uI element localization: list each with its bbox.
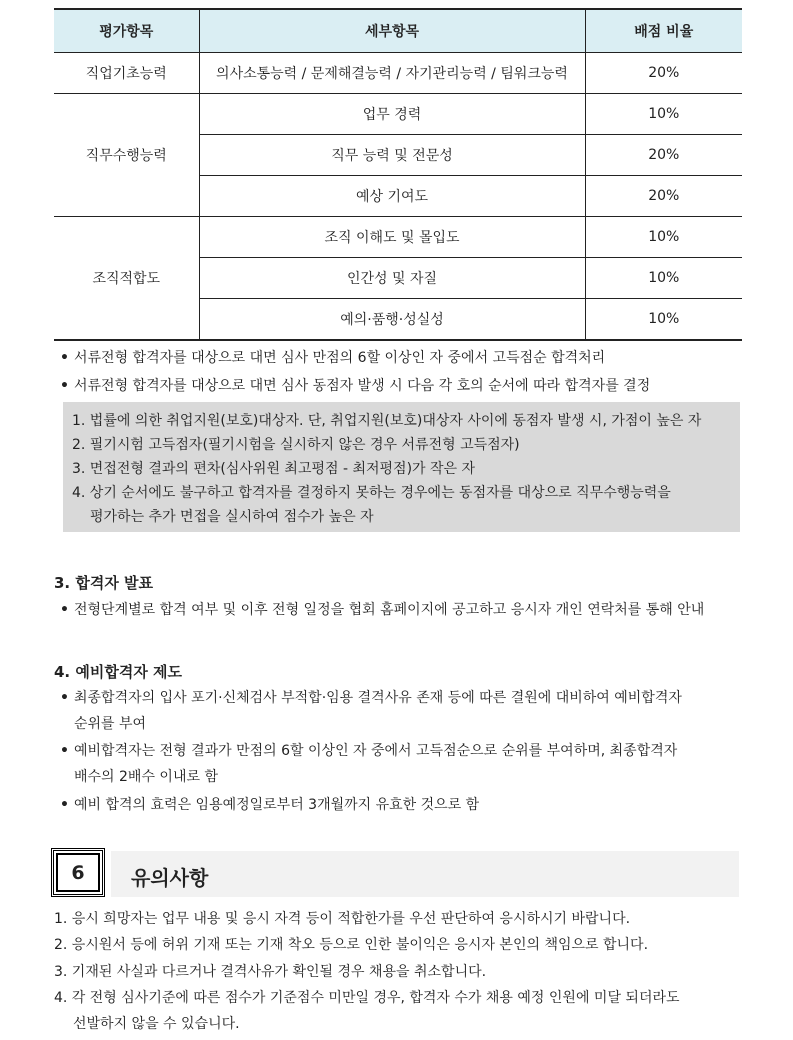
ratio-cell: 10% xyxy=(585,217,742,258)
notice-item: 3. 기재된 사실과 다르거나 결격사유가 확인될 경우 채용을 취소합니다. xyxy=(54,964,487,980)
item-cell: 업무 경력 xyxy=(199,94,585,135)
notice-item: 1. 응시 희망자는 업무 내용 및 응시 자격 등이 적합한가를 우선 판단하여 응시하시기 바랍니다. xyxy=(54,911,631,927)
evaluation-table xyxy=(54,8,742,341)
header-category: 평가항목 xyxy=(54,9,199,53)
tie-rule: 2. 필기시험 고득점자(필기시험을 실시하지 않은 경우 서류전형 고득점자) xyxy=(72,437,520,453)
bullet-continuation: 순위를 부여 xyxy=(74,716,147,732)
bullet-item: • 전형단계별로 합격 여부 및 이후 전형 일정을 협회 홈페이지에 공고하고 응시자 개인 연락처를 통해 안내 xyxy=(60,602,705,618)
ratio-cell: 20% xyxy=(585,53,742,94)
section-6-title: 유의사항 xyxy=(131,866,209,890)
bullet-item: • 최종합격자의 입사 포기·신체검사 부적합·임용 결격사유 존재 등에 따른 결원에 대비하여 예비합격자 xyxy=(60,690,682,706)
item-cell: 직무 능력 및 전문성 xyxy=(199,135,585,176)
tie-rule-continuation: 평가하는 추가 면접을 실시하여 점수가 높은 자 xyxy=(90,509,374,525)
category-cell: 직무수행능력 xyxy=(54,94,199,217)
ratio-cell: 20% xyxy=(585,135,742,176)
category-cell: 직업기초능력 xyxy=(54,53,199,94)
table-header-row xyxy=(54,9,742,53)
item-cell: 예상 기여도 xyxy=(199,176,585,217)
ratio-cell: 20% xyxy=(585,176,742,217)
bullet-item: • 예비 합격의 효력은 임용예정일로부터 3개월까지 유효한 것으로 함 xyxy=(60,797,480,813)
bullet-continuation: 배수의 2배수 이내로 함 xyxy=(74,769,218,785)
section-4-title: 4. 예비합격자 제도 xyxy=(54,663,183,681)
bullet-item: • 서류전형 합격자를 대상으로 대면 심사 만점의 6할 이상인 자 중에서 고득점순 합격처리 xyxy=(60,350,606,366)
item-cell: 조직 이해도 및 몰입도 xyxy=(199,217,585,258)
tie-rules-box xyxy=(63,402,740,532)
tie-rule: 1. 법률에 의한 취업지원(보호)대상자. 단, 취업지원(보호)대상자 사이에 동점자 발생 시, 가점이 높은 자 xyxy=(72,413,702,429)
category-cell: 조직적합도 xyxy=(54,217,199,341)
tie-rule: 3. 면접전형 결과의 편차(심사위원 최고평점 - 최저평점)가 작은 자 xyxy=(72,461,476,477)
header-ratio: 배점 비율 xyxy=(585,9,742,53)
notice-continuation: 선발하지 않을 수 있습니다. xyxy=(73,1016,240,1032)
ratio-cell: 10% xyxy=(585,258,742,299)
notice-item: 4. 각 전형 심사기준에 따른 점수가 기준점수 미만일 경우, 합격자 수가 채용 예정 인원에 미달 되더라도 xyxy=(54,990,680,1006)
ratio-cell: 10% xyxy=(585,94,742,135)
item-cell: 인간성 및 자질 xyxy=(199,258,585,299)
bullet-item: • 서류전형 합격자를 대상으로 대면 심사 동점자 발생 시 다음 각 호의 순서에 따라 합격자를 결정 xyxy=(60,378,651,394)
section-number-box: 6 xyxy=(51,848,105,897)
table-row xyxy=(54,217,742,258)
header-item: 세부항목 xyxy=(199,9,585,53)
table-row xyxy=(54,53,742,94)
section-3-title: 3. 합격자 발표 xyxy=(54,574,154,592)
item-cell: 예의·품행·성실성 xyxy=(199,299,585,341)
item-cell: 의사소통능력 / 문제해결능력 / 자기관리능력 / 팀워크능력 xyxy=(199,53,585,94)
ratio-cell: 10% xyxy=(585,299,742,341)
table-row xyxy=(54,94,742,135)
bullet-item: • 예비합격자는 전형 결과가 만점의 6할 이상인 자 중에서 고득점순으로 순위를 부여하며, 최종합격자 xyxy=(60,743,678,759)
notice-item: 2. 응시원서 등에 허위 기재 또는 기재 착오 등으로 인한 불이익은 응시자 본인의 책임으로 합니다. xyxy=(54,937,649,953)
tie-rule: 4. 상기 순서에도 불구하고 합격자를 결정하지 못하는 경우에는 동점자를 대상으로 직무수행능력을 xyxy=(72,485,671,501)
